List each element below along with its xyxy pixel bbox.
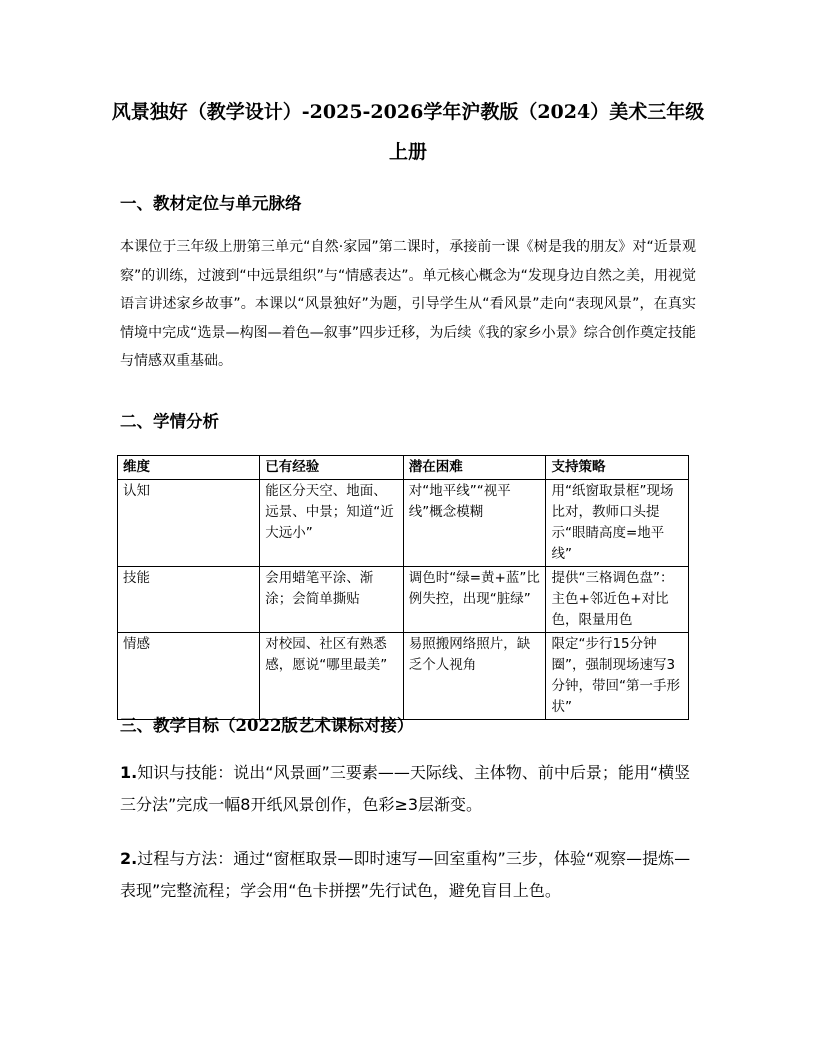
section-heading-3: 三、教学目标（2022版艺术课标对接） (120, 716, 414, 735)
table-cell: 对校园、社区有熟悉感，愿说“哪里最美” (260, 633, 404, 720)
table-cell: 能区分天空、地面、远景、中景；知道“近大远小” (260, 480, 404, 567)
table-cell: 调色时“绿=黄+蓝”比例失控，出现“脏绿” (403, 567, 546, 633)
table-cell: 技能 (118, 567, 260, 633)
section-heading-2: 二、学情分析 (120, 412, 219, 431)
table-cell: 认知 (118, 480, 260, 567)
table-header-cell: 已有经验 (260, 456, 404, 480)
objective-2 (120, 843, 698, 907)
objective-number: 1. (120, 763, 138, 782)
table-header-cell: 维度 (118, 456, 260, 480)
table-cell: 用“纸窗取景框”现场比对，教师口头提示“眼睛高度=地平线” (546, 480, 689, 567)
objective-lead: 知识与技能： (137, 763, 234, 782)
table-cell: 限定“步行15分钟圈”，强制现场速写3分钟，带回“第一手形状” (546, 633, 689, 720)
table-row (118, 480, 689, 567)
learner-analysis-table (117, 455, 689, 720)
table-row (118, 567, 689, 633)
objective-lead: 过程与方法： (137, 849, 234, 868)
table-row (118, 633, 689, 720)
section-heading-1: 一、教材定位与单元脉络 (120, 194, 302, 213)
table-header-cell: 支持策略 (546, 456, 689, 480)
objective-number: 2. (120, 849, 138, 868)
objective-1 (120, 757, 698, 821)
objective-text: 通过“窗框取景—即时速写—回室重构”三步，体验“观察—提炼—表现”完整流程；学会用“色卡拼摆”先行试色，避免盲目上色。 (120, 849, 691, 900)
table-cell: 对“地平线”“视平线”概念模糊 (403, 480, 546, 567)
table-cell: 易照搬网络照片，缺乏个人视角 (403, 633, 546, 720)
table-header-row (118, 456, 689, 480)
document-title: 风景独好（教学设计）-2025-2026学年沪教版（2024）美术三年级上册 (111, 101, 705, 163)
section-1-paragraph: 本课位于三年级上册第三单元“自然·家园”第二课时，承接前一课《树是我的朋友》对“近景观察”的训练，过渡到“中远景组织”与“情感表达”。单元核心概念为“发现身边自然之美，用视觉语言讲述家乡故事”。本课以“风景独好”为题，引导学生从“看风景”走向“表现风景”，在真实情境中完成“选景—构图—着色—叙事”四步迁移，为后续《我的家乡小景》综合创作奠定技能与情感双重基础。 (120, 239, 696, 369)
table-cell: 会用蜡笔平涂、渐涂；会简单撕贴 (260, 567, 404, 633)
table-cell: 情感 (118, 633, 260, 720)
table-cell: 提供“三格调色盘”：主色+邻近色+对比色，限量用色 (546, 567, 689, 633)
table-header-cell: 潜在困难 (403, 456, 546, 480)
objective-text: 说出“风景画”三要素——天际线、主体物、前中后景；能用“横竖三分法”完成一幅8开纸风景创作，色彩≥3层渐变。 (120, 763, 691, 814)
